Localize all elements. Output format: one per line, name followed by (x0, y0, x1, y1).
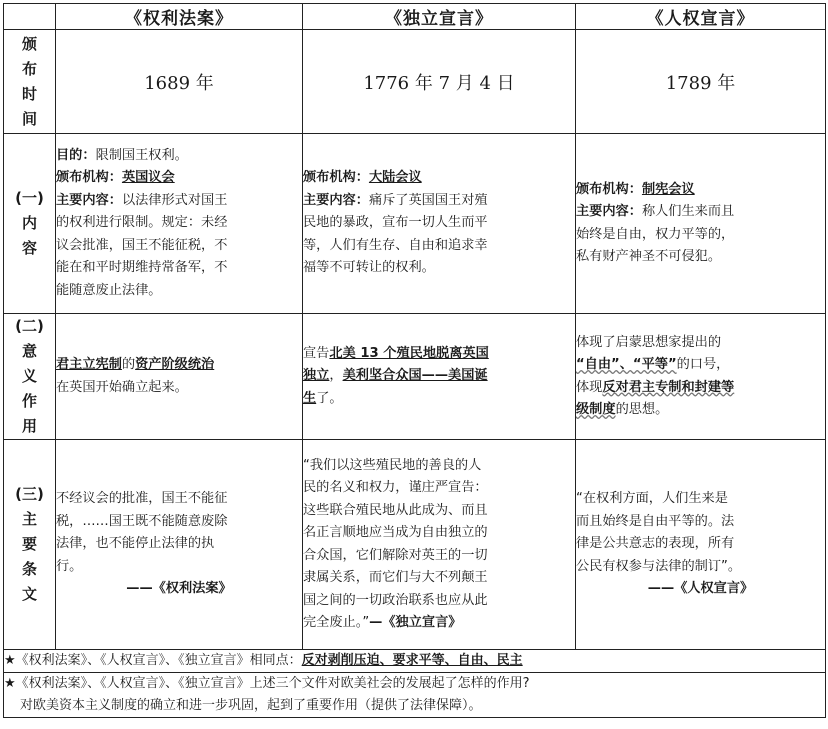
time-declaration-of-independence: 1776 年 7 月 4 日 (303, 30, 576, 134)
row-label-time: 颁 布 时 间 (4, 30, 56, 134)
header-declaration-of-independence: 《独立宣言》 (303, 4, 576, 30)
time-bill-of-rights: 1689 年 (56, 30, 303, 134)
row-label-significance: (二) 意 义 作 用 (4, 314, 56, 440)
content-declaration-of-independence: 颁布机构：大陆会议 主要内容：痛斥了英国国王对殖 民地的暴政，宣布一切人生而平 等，人们有生存、自由和追求幸 福等不可转让的权利。 (303, 134, 576, 314)
corner-cell (4, 4, 56, 30)
content-declaration-of-rights-of-man: 颁布机构：制宪会议 主要内容：称人们生来而且 始终是自由，权力平等的， 私有财产神圣不可侵犯。 (576, 134, 826, 314)
row-main-clauses (4, 440, 826, 650)
header-bill-of-rights: 《权利法案》 (56, 4, 303, 30)
common-points-note: ★《权利法案》、《人权宣言》、《独立宣言》相同点：反对剥削压迫、要求平等、自由、民主 (4, 650, 826, 673)
significance-declaration-of-rights-of-man: 体现了启蒙思想家提出的 “自由”、“平等”的口号， 体现反对君主专制和封建等 级制度的思想。 (576, 314, 826, 440)
clauses-declaration-of-independence: “我们以这些殖民地的善良的人 民的名义和权力，谨庄严宣告： 这些联合殖民地从此成为、而且 名正言顺地应当成为自由独立的 合众国，它们解除对英王的一切 隶属关系，而它们与大不列颠王 国之间的一切政治联系也应从此 完全废止。”—《独立宣言》 (303, 440, 576, 650)
row-issue-time (4, 30, 826, 134)
row-content (4, 134, 826, 314)
source-declaration-of-rights-of-man: ——《人权宣言》 (647, 581, 754, 597)
clauses-bill-of-rights: 不经议会的批准，国王不能征 税，……国王既不能随意废除 法律，也不能停止法律的执 行。 ——《权利法案》 (56, 440, 303, 650)
footer-row-common (4, 650, 826, 673)
time-declaration-of-rights-of-man: 1789 年 (576, 30, 826, 134)
effect-question-answer: ★《权利法案》、《人权宣言》、《独立宣言》上述三个文件对欧美社会的发展起了怎样的作用? 对欧美资本主义制度的确立和进一步巩固，起到了重要作用（提供了法律保障）。 (4, 673, 826, 718)
comparison-table (3, 3, 826, 718)
row-label-content: (一) 内 容 (4, 134, 56, 314)
row-label-clauses: (三) 主 要 条 文 (4, 440, 56, 650)
header-declaration-of-rights-of-man: 《人权宣言》 (576, 4, 826, 30)
footer-row-effect (4, 673, 826, 718)
significance-bill-of-rights: 君主立宪制的资产阶级统治 在英国开始确立起来。 (56, 314, 303, 440)
row-significance (4, 314, 826, 440)
source-bill-of-rights: ——《权利法案》 (126, 581, 232, 597)
content-bill-of-rights: 目的：限制国王权利。 颁布机构：英国议会 主要内容：以法律形式对国王 的权利进行限制。规定：未经 议会批准，国王不能征税，不 能在和平时期维持常备军，不 能随意废止法律。 (56, 134, 303, 314)
clauses-declaration-of-rights-of-man: “在权利方面，人们生来是 而且始终是自由平等的。法 律是公共意志的表现，所有 公民有权参与法律的制订”。 ——《人权宣言》 (576, 440, 826, 650)
header-row (4, 4, 826, 30)
significance-declaration-of-independence: 宣告北美 13 个殖民地脱离英国 独立，美利坚合众国——美国诞 生了。 (303, 314, 576, 440)
source-declaration-of-independence: —《独立宣言》 (369, 615, 462, 630)
